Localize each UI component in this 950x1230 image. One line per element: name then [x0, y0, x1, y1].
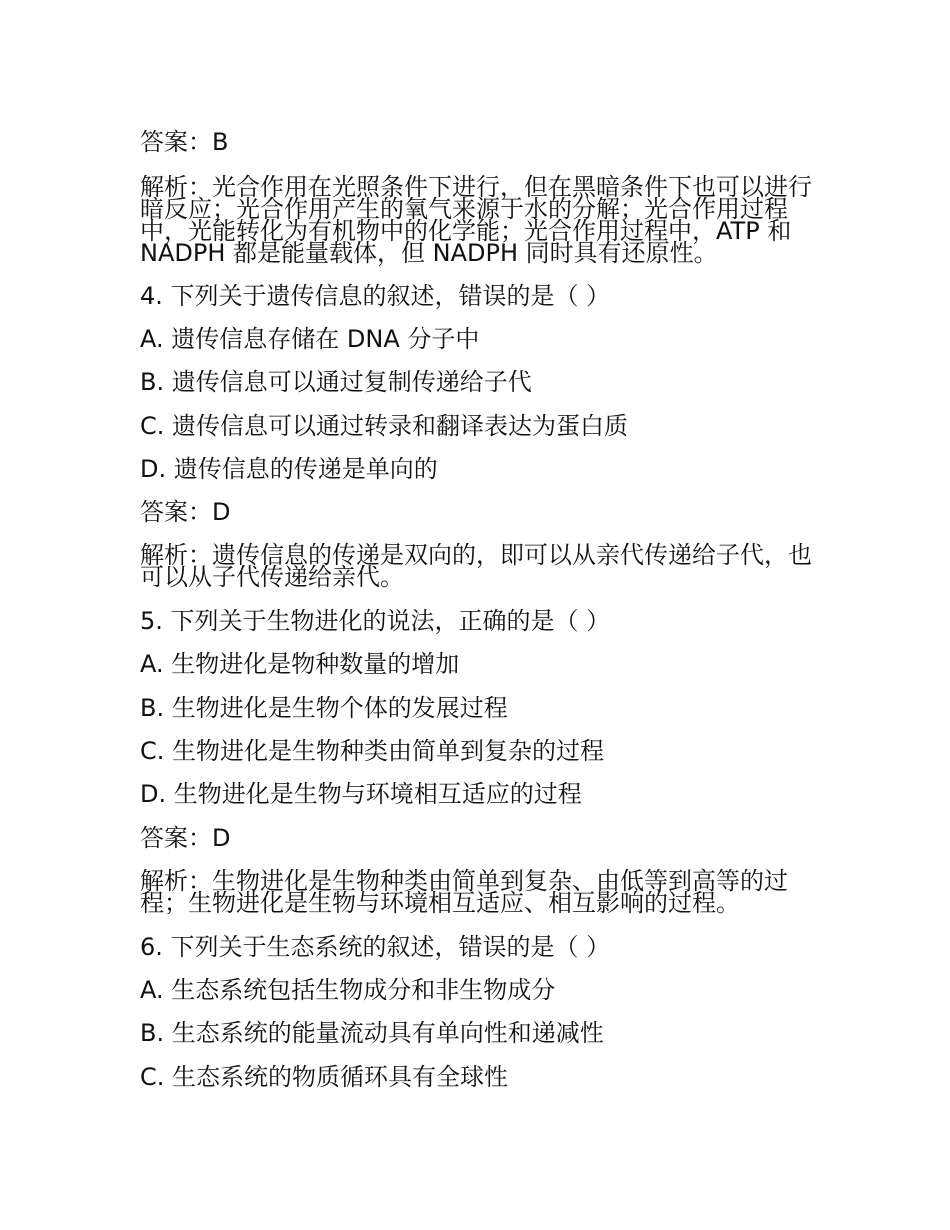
- answer-line: 答案：B: [140, 128, 229, 156]
- q6-option-c: C. 生态系统的物质循环具有全球性: [140, 1063, 509, 1091]
- q6-option-b: B. 生态系统的能量流动具有单向性和递减性: [140, 1019, 604, 1047]
- analysis-paragraph: 解析：光合作用在光照条件下进行，但在黑暗条件下也可以进行暗反应；光合作用产生的氧气来源于水的分解；光合作用过程中，光能转化为有机物中的化学能；光合作用过程中，ATP 和 NADPH 都是能量载体，但 NADPH 同时具有还原性。: [140, 173, 812, 267]
- q5-option-a: A. 生物进化是物种数量的增加: [140, 650, 460, 678]
- q4-option-b: B. 遗传信息可以通过复制传递给子代: [140, 368, 532, 396]
- question-6-text: 6. 下列关于生态系统的叙述，错误的是（ ）: [140, 933, 611, 961]
- q4-analysis-paragraph: 解析：遗传信息的传递是双向的，即可以从亲代传递给子代，也可以从子代传递给亲代。: [140, 541, 812, 591]
- q6-option-a: A. 生态系统包括生物成分和非生物成分: [140, 976, 556, 1004]
- q4-option-d: D. 遗传信息的传递是单向的: [140, 455, 438, 483]
- question-4-text: 4. 下列关于遗传信息的叙述，错误的是（ ）: [140, 282, 611, 310]
- q4-answer-line: 答案：D: [140, 498, 231, 526]
- q5-option-b: B. 生物进化是生物个体的发展过程: [140, 694, 508, 722]
- q4-option-c: C. 遗传信息可以通过转录和翻译表达为蛋白质: [140, 412, 629, 440]
- q5-option-d: D. 生物进化是生物与环境相互适应的过程: [140, 780, 582, 808]
- q4-option-a: A. 遗传信息存储在 DNA 分子中: [140, 325, 480, 353]
- q5-analysis-paragraph: 解析：生物进化是生物种类由简单到复杂、由低等到高等的过程；生物进化是生物与环境相互适应、相互影响的过程。: [140, 867, 788, 917]
- q5-option-c: C. 生物进化是生物种类由简单到复杂的过程: [140, 737, 605, 765]
- q5-answer-line: 答案：D: [140, 824, 231, 852]
- question-5-text: 5. 下列关于生物进化的说法，正确的是（ ）: [140, 607, 611, 635]
